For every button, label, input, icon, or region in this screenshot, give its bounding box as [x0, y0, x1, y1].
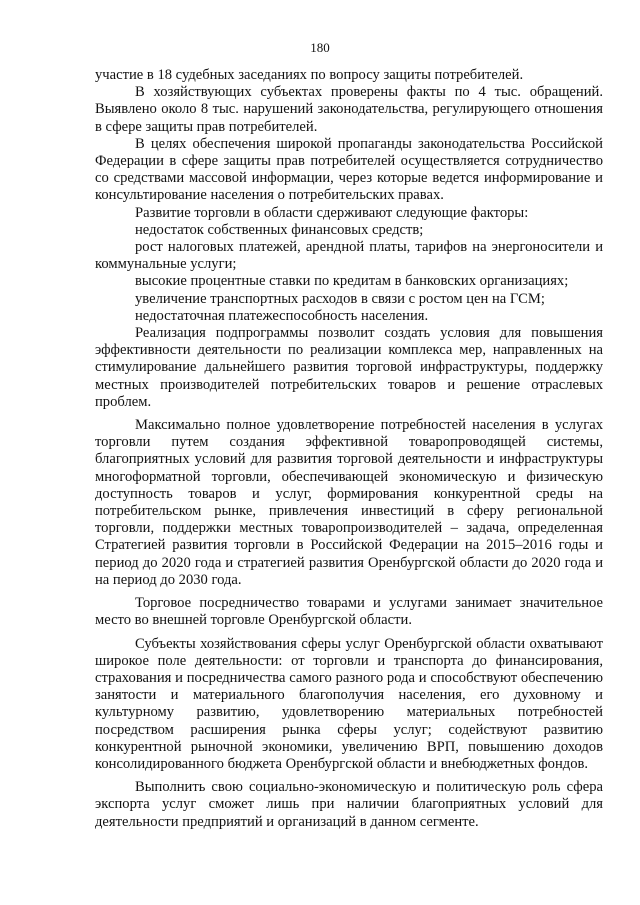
body-text [95, 67, 603, 831]
page-number: 180 [310, 40, 330, 55]
paragraph: В хозяйствующих субъектах проверены факты по 4 тыс. обращений. Выявлено около 8 тыс. нарушений законодательства, регулирующего отношения в сфере защиты прав потребителей. [95, 84, 603, 135]
paragraph: участие в 18 судебных заседаниях по вопросу защиты потребителей. [95, 67, 524, 83]
paragraph: Торговое посредничество товарами и услугами занимает значительное место во внешней торговле Оренбургской области. [95, 595, 603, 629]
list-item: увеличение транспортных расходов в связи с ростом цен на ГСМ; [135, 290, 545, 307]
paragraph: Максимально полное удовлетворение потребностей населения в услугах торговли путем создания эффективной товаропроводящей системы, благоприятных условий для развития торговой деятельности и инфраструктуры многоформатной торговли, обеспечивающей экономическую и физическую доступность товаров и услуг, формирования конкурентной среды на потребительском рынке, привлечения инвестиций в сферу региональной торговли, поддержки местных товаропроизводителей – задача, определенная Стратегией развития торговли в Российской Федерации на 2015–2016 годы и период до 2020 года и стратегией развития Оренбургской области до 2020 года и на период до 2030 года. [95, 417, 603, 588]
list-item: рост налоговых платежей, арендной платы, тарифов на энергоносители и коммунальные услуги; [95, 239, 603, 273]
paragraph: Выполнить свою социально-экономическую и политическую роль сфера экспорта услуг сможет лишь при наличии благоприятных условий для деятельности предприятий и организаций в данном сегменте. [95, 779, 603, 830]
list-item: высокие процентные ставки по кредитам в банковских организациях; [135, 273, 569, 290]
paragraph: Реализация подпрограммы позволит создать условия для повышения эффективности деятельности по реализации комплекса мер, направленных на стимулирование дальнейшего развития торговой инфраструктуры, поддержку местных производителей потребительских товаров и решение отраслевых проблем. [95, 325, 603, 410]
list-item: недостаточная платежеспособность населения. [135, 307, 429, 324]
paragraph: Субъекты хозяйствования сферы услуг Оренбургской области охватывают широкое поле деятельности: от торговли и транспорта до финансирования, страхования и посредничества самого разного рода и способствуют обеспечению занятости и материального благополучия населения, его духовному и культурному развитию, удовлетворению материальных потребностей посредством расширения рынка сферы услуг; содействуют развитию конкурентной рыночной экономики, увеличению ВРП, повышению доходов консолидированного бюджета Оренбургской области и внебюджетных фондов. [95, 635, 603, 772]
paragraph: В целях обеспечения широкой пропаганды законодательства Российской Федерации в сфере защиты прав потребителей осуществляется сотрудничество со средствами массовой информации, через которые ведется информирование и консультирование населения о потребительских правах. [95, 135, 603, 204]
paragraph: Развитие торговли в области сдерживают следующие факторы: [135, 204, 529, 221]
list-item: недостаток собственных финансовых средств; [135, 221, 424, 238]
